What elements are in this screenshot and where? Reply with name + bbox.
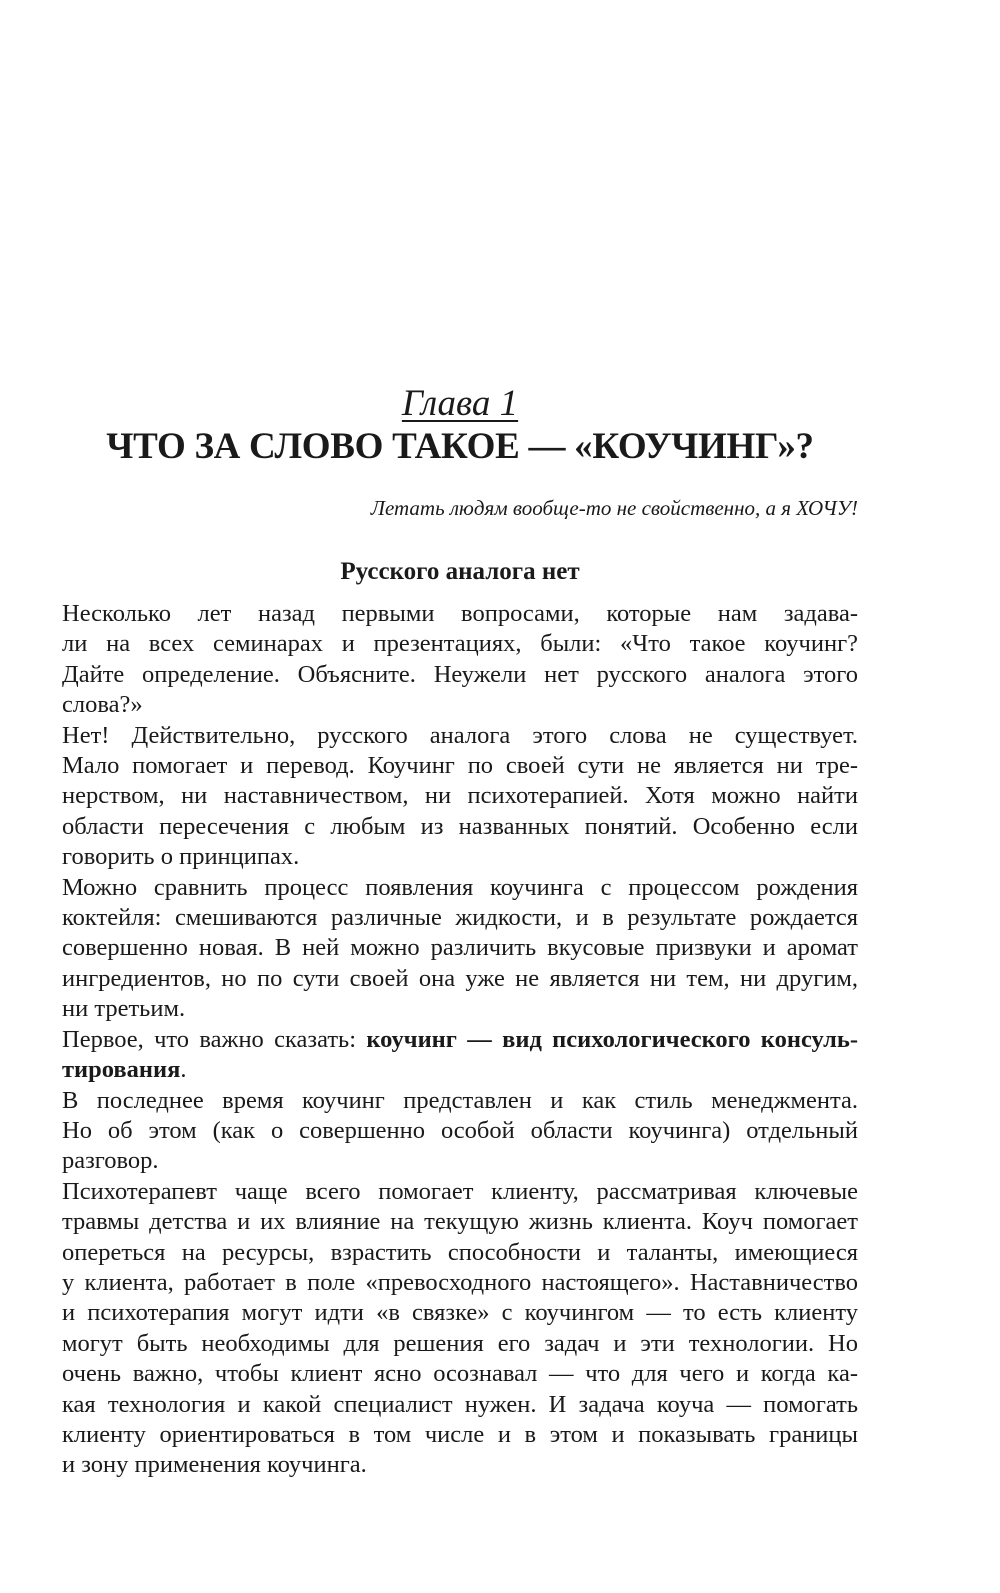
chapter-number: Глава 1 (401, 383, 519, 424)
text-line: В последнее время коучинг представлен и как стиль менеджмента. (62, 1086, 858, 1114)
text-line: слова?» (62, 691, 143, 719)
paragraph-4 (62, 1025, 858, 1086)
text-line: могут быть необходимы для решения его задач и эти технологии. Но (62, 1329, 858, 1357)
paragraph-2 (62, 721, 858, 873)
text-line: ли на всех семинарах и презентациях, были: «Что такое коучинг? (62, 630, 858, 658)
text-line: травмы детства и их влияние на текущую жизнь клиента. Коуч помогает (62, 1208, 858, 1236)
definition-emphasis-cont: тирования (62, 1056, 181, 1084)
book-page (62, 0, 858, 1593)
text-line (62, 1055, 858, 1085)
text-line: разговор. (62, 1147, 159, 1175)
text-line (62, 1025, 858, 1055)
text-line: опереться на ресурсы, взрастить способности и таланты, имеющиеся (62, 1238, 858, 1266)
text-line: Несколько лет назад первыми вопросами, которые нам задава- (62, 600, 858, 627)
paragraph-1 (62, 599, 858, 721)
text-line: Психотерапевт чаще всего помогает клиенту, рассматривая ключевые (62, 1177, 858, 1205)
text-line: ни третьим. (62, 995, 186, 1023)
text-line: ингредиентов, но по сути своей она уже не является ни тем, ни другим, (62, 964, 858, 992)
paragraph-5 (62, 1086, 858, 1177)
paragraph-3 (62, 873, 858, 1025)
text-line: и зону применения коучинга. (62, 1451, 367, 1479)
text-line: Мало помогает и перевод. Коучинг по своей сути не является ни тре- (62, 752, 858, 780)
text-run: . (180, 1056, 187, 1084)
paragraph-6 (62, 1177, 858, 1481)
text-line: и психотерапия могут идти «в связке» с коучингом — то есть клиенту (62, 1299, 858, 1327)
text-line: области пересечения с любым из названных понятий. Особенно если (62, 812, 858, 840)
text-line: клиенту ориентироваться в том числе и в этом и показывать границы (62, 1420, 858, 1448)
body-text (62, 599, 858, 1481)
chapter-title: ЧТО ЗА СЛОВО ТАКОЕ — «КОУЧИНГ»? (106, 426, 814, 467)
text-line: нерством, ни наставничеством, ни психотерапией. Хотя можно найти (62, 782, 858, 810)
definition-emphasis: коучинг — вид психологического консуль- (366, 1025, 858, 1053)
text-line: очень важно, чтобы клиент ясно осознавал — что для чего и когда ка- (62, 1360, 858, 1388)
section-title: Русского аналога нет (340, 558, 580, 585)
text-line: у клиента, работает в поле «превосходного настоящего». Наставничество (62, 1268, 858, 1296)
text-line: Но об этом (как о совершенно особой области коучинга) отдельный (62, 1116, 858, 1144)
text-line: кая технология и какой специалист нужен. И задача коуча — помогать (62, 1390, 858, 1418)
text-line: коктейля: смешиваются различные жидкости, и в результате рождается (62, 904, 858, 932)
text-line: Нет! Действительно, русского аналога этого слова не существует. (62, 721, 858, 749)
epigraph: Летать людям вообще-то не свойственно, а я ХОЧУ! (370, 496, 858, 520)
text-line: Можно сравнить процесс появления коучинга с процессом рождения (62, 873, 858, 901)
text-line: Дайте определение. Объясните. Неужели нет русского аналога этого (62, 660, 858, 688)
text-run: Первое, что важно сказать: (62, 1025, 367, 1053)
text-line: говорить о принципах. (62, 843, 300, 871)
chapter-label (62, 382, 858, 426)
text-line: совершенно новая. В ней можно различить вкусовые призвуки и аромат (62, 934, 858, 962)
